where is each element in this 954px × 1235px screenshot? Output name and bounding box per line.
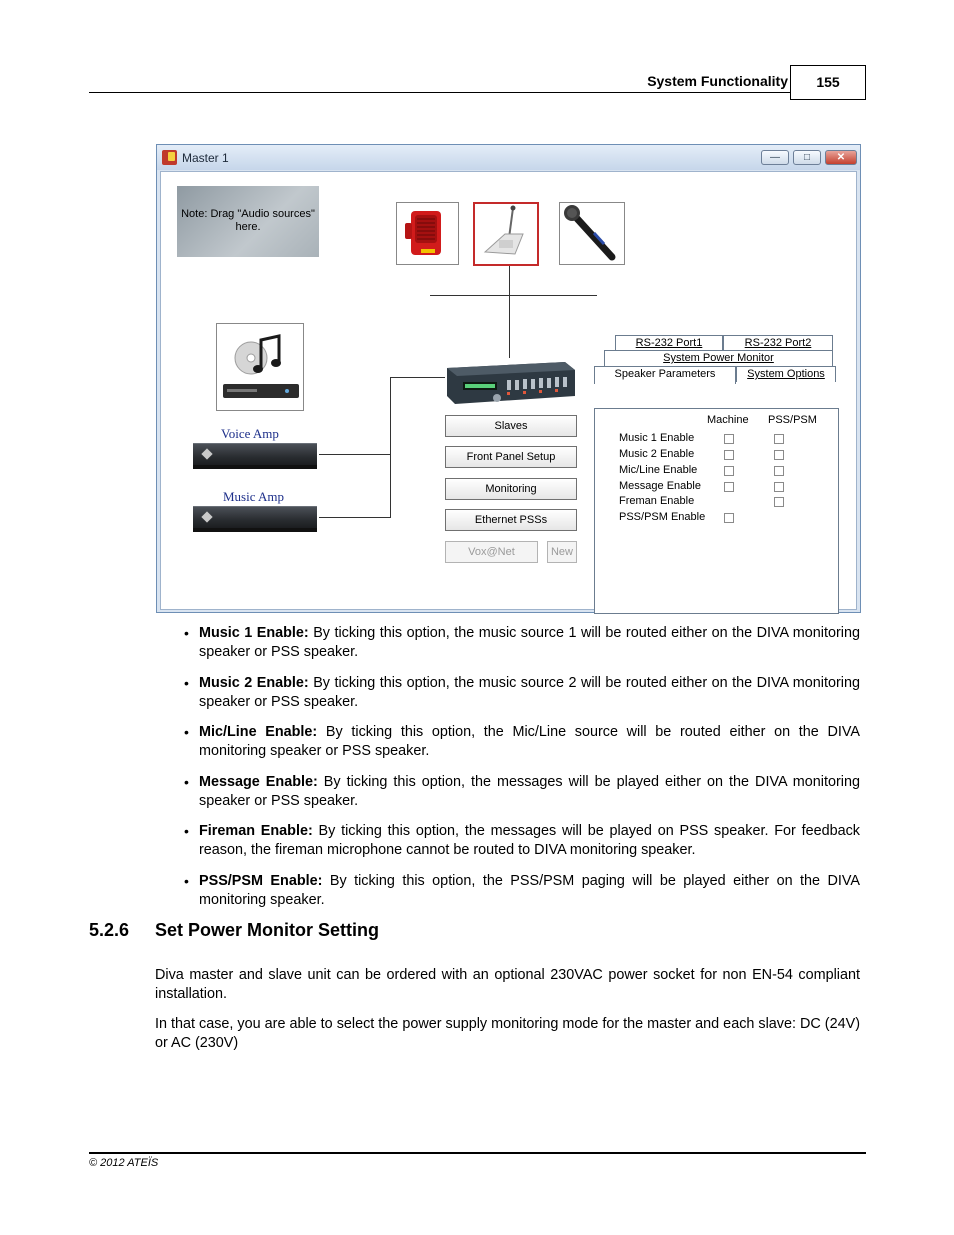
page-number: 155 xyxy=(790,65,866,100)
micline-machine-checkbox[interactable] xyxy=(724,466,734,476)
mic-bus-line xyxy=(430,295,597,296)
mic-to-master-line xyxy=(509,266,510,358)
window-titlebar[interactable] xyxy=(157,145,860,170)
voice-amp-image[interactable] xyxy=(193,443,317,465)
ethernet-psss-button[interactable]: Ethernet PSSs xyxy=(445,509,577,531)
app-icon xyxy=(162,150,177,165)
tab-rs232-port1-label: RS-232 Port1 xyxy=(635,337,703,349)
bullet-term: PSS/PSM Enable: xyxy=(199,872,323,889)
tab-system-power-monitor[interactable] xyxy=(604,350,833,366)
voice-amp-line xyxy=(319,454,391,455)
bullet-text: By ticking this option, the messages will be played either on the DIVA monitoring speaker or PSS speaker. xyxy=(199,773,860,809)
list-item xyxy=(180,773,860,811)
master-window xyxy=(156,144,861,613)
music1-pss-checkbox[interactable] xyxy=(774,434,784,444)
bullet-term: Music 1 Enable: xyxy=(199,625,309,641)
section-title: Set Power Monitor Setting xyxy=(155,920,380,940)
bullet-text: By ticking this option, the PSS/PSM paging will be played either on the DIVA monitoring speaker. xyxy=(199,872,861,908)
tab-rs232-port2-label: RS-232 Port2 xyxy=(744,337,812,349)
list-item xyxy=(180,624,860,662)
monitoring-button[interactable]: Monitoring xyxy=(445,478,577,500)
option-descriptions xyxy=(180,624,860,921)
header-section-title: System Functionality xyxy=(647,73,788,89)
minimize-button[interactable]: — xyxy=(761,150,789,165)
music2-machine-checkbox[interactable] xyxy=(724,450,734,460)
slaves-button[interactable]: Slaves xyxy=(445,415,577,437)
music1-enable-label: Music 1 Enable xyxy=(619,432,695,444)
desk-mic-image[interactable] xyxy=(473,202,539,266)
music1-machine-checkbox[interactable] xyxy=(724,434,734,444)
amp-logo-icon xyxy=(201,511,212,522)
psspsm-machine-checkbox[interactable] xyxy=(724,513,734,523)
psspsm-enable-label: PSS/PSM Enable xyxy=(619,511,706,523)
bullet-term: Fireman Enable: xyxy=(199,823,313,839)
tab-rs232-port1[interactable] xyxy=(615,335,723,351)
list-item xyxy=(180,872,860,910)
micline-pss-checkbox[interactable] xyxy=(774,466,784,476)
tab-system-power-monitor-label: System Power Monitor xyxy=(663,352,774,364)
list-item xyxy=(180,674,860,712)
bullet-text: By ticking this option, the messages will be played on PSS speaker. For feedback reason, the fireman microphone cannot be routed to DIVA monitoring speaker. xyxy=(199,823,861,858)
close-button[interactable]: ✕ xyxy=(825,150,857,165)
master-to-amps-line xyxy=(390,377,445,378)
front-panel-setup-button[interactable]: Front Panel Setup xyxy=(445,446,577,468)
micline-enable-label: Mic/Line Enable xyxy=(619,464,698,476)
fireman-mic-image[interactable] xyxy=(396,202,459,265)
music-source-image[interactable] xyxy=(216,323,304,411)
music2-pss-checkbox[interactable] xyxy=(774,450,784,460)
section-paragraph-1: Diva master and slave unit can be ordered with an optional 230VAC power socket for non EN-54 compliant installation. xyxy=(155,967,860,1002)
music-amp-line xyxy=(319,517,391,518)
message-pss-checkbox[interactable] xyxy=(774,482,784,492)
section-paragraph-2: In that case, you are able to select the power supply monitoring mode for the master and each slave: DC (24V) or AC (230V) xyxy=(155,1016,860,1051)
header-rule xyxy=(89,92,791,93)
handheld-mic-image[interactable] xyxy=(559,202,625,265)
bullet-term: Mic/Line Enable: xyxy=(199,724,318,740)
voxnet-button[interactable]: Vox@Net xyxy=(445,541,538,563)
music2-enable-label: Music 2 Enable xyxy=(619,448,695,460)
voice-amp-label: Voice Amp xyxy=(221,426,279,441)
list-item xyxy=(180,723,860,761)
maximize-button[interactable]: □ xyxy=(793,150,821,165)
message-enable-label: Message Enable xyxy=(619,480,701,492)
window-client-area xyxy=(160,171,857,610)
tab-speaker-parameters-label: Speaker Parameters xyxy=(614,368,716,380)
new-button[interactable]: New xyxy=(547,541,577,563)
amp-logo-icon xyxy=(201,448,212,459)
tab-rs232-port2[interactable] xyxy=(723,335,833,351)
master-device-image[interactable] xyxy=(445,358,577,406)
speaker-parameters-panel xyxy=(594,408,839,614)
bullet-text: By ticking this option, the Mic/Line source will be routed either on the DIVA monitoring speaker or PSS speaker. xyxy=(199,724,861,759)
tab-system-options[interactable] xyxy=(736,366,836,382)
tab-system-options-label: System Options xyxy=(747,368,825,380)
fireman-enable-label: Freman Enable xyxy=(619,495,695,507)
tab-speaker-parameters[interactable] xyxy=(594,366,736,384)
window-title: Master 1 xyxy=(182,151,229,165)
pss-psm-column-header: PSS/PSM xyxy=(768,414,817,426)
machine-column-header: Machine xyxy=(707,414,749,426)
message-machine-checkbox[interactable] xyxy=(724,482,734,492)
bullet-term: Music 2 Enable: xyxy=(199,674,309,691)
bullet-text: By ticking this option, the music source 2 will be routed either on the DIVA monitoring speaker or PSS speaker. xyxy=(199,674,860,710)
section-number: 5.2.6 xyxy=(89,920,130,940)
footer-rule xyxy=(89,1152,866,1154)
fireman-pss-checkbox[interactable] xyxy=(774,497,784,507)
audio-source-drop-note[interactable]: Note: Drag "Audio sources" here. xyxy=(177,186,319,257)
list-item xyxy=(180,822,860,860)
bullet-text: By ticking this option, the music source 1 will be routed either on the DIVA monitoring speaker or PSS speaker. xyxy=(199,625,860,660)
music-amp-label: Music Amp xyxy=(223,489,285,504)
footer-copyright: © 2012 ATEÏS xyxy=(89,1157,159,1169)
music-amp-image[interactable] xyxy=(193,506,317,528)
amps-bus-line xyxy=(390,377,391,518)
bullet-term: Message Enable: xyxy=(199,773,318,790)
